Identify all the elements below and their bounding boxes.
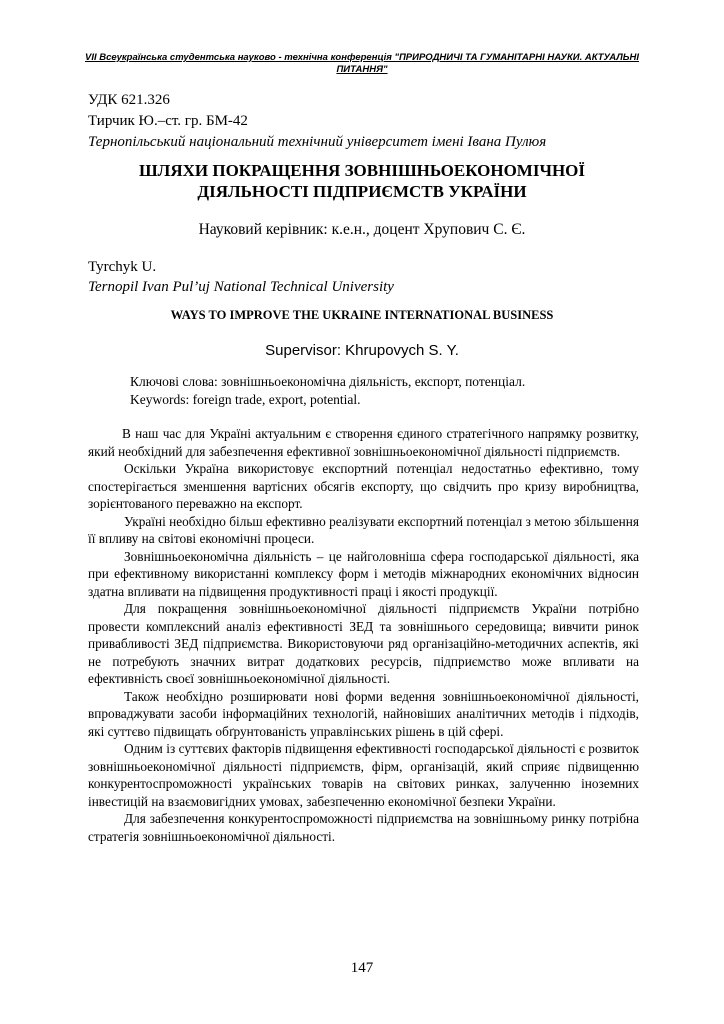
- article-meta-en: [88, 257, 648, 297]
- body-paragraph: Для покращення зовнішньоекономічної діяльності підприємств України потрібно провести комплексний аналіз ефективності ЗЕД та зовнішнього середовища; вивчити ринок привабливості ЗЕД підприємства. Використовуючи ряд організаційно-методичних аспектів, які не потребують значних витрат додаткових ресурсів, підприємство може впливати на ефективність своєї зовнішньоекономічної діяльності.: [88, 601, 639, 686]
- body-paragraph: Одним із суттєвих факторів підвищення ефективності господарської діяльності є розвиток зовнішньоекономічної діяльності підприємств, фірм, організацій, який сприяє підвищенню конкурентоспроможності українських товарів на світових ринках, залученню іноземних інвестицій на взаємовигідних умовах, забезпеченню економічної безпеки України.: [88, 741, 639, 809]
- keywords-en: Keywords: foreign trade, export, potential.: [130, 392, 361, 407]
- body-paragraph: Оскільки Україна використовує експортний потенціал недостатньо ефективно, тому спостерігається зменшення вартісних обсягів експорту, що свідчить про кризу виробництва, зорієнтованого переважно на експорт.: [88, 461, 639, 511]
- article-meta-ua: [88, 90, 648, 153]
- body-paragraph: Для забезпечення конкурентоспроможності підприємства на зовнішньому ринку потрібна стратегія зовнішньоекономічної діяльності.: [88, 811, 639, 844]
- body-paragraph: В наш час для Україні актуальним є створення єдиного стратегічного напрямку розвитку, який необхідний для забезпечення ефективної зовнішньоекономічної діяльності підприємств.: [88, 426, 639, 459]
- body-paragraph: Україні необхідно більш ефективно реалізувати експортний потенціал з метою збільшення її впливу на світові економічні процеси.: [88, 513, 639, 546]
- affiliation-ua: Тернопільський національний технічний університет імені Івана Пулюя: [88, 134, 547, 150]
- supervisor-en: Supervisor: Khrupovych S. Y.: [265, 342, 459, 359]
- keywords-block: [130, 373, 630, 409]
- title-ua-line1: ШЛЯХИ ПОКРАЩЕННЯ ЗОВНІШНЬОЕКОНОМІЧНОЇ: [138, 161, 586, 180]
- article-title-ua: [88, 160, 636, 202]
- keywords-ua: Ключові слова: зовнішньоекономічна діяльність, експорт, потенціал.: [130, 374, 526, 389]
- conference-header: VII Всеукраїнська студентська науково - технічна конференція "ПРИРОДНИЧІ ТА ГУМАНІТАРНІ НАУКИ. АКТУАЛЬНІ ПИТАННЯ": [85, 52, 639, 75]
- body-paragraph: Також необхідно розширювати нові форми ведення зовнішньоекономічної діяльності, впроваджувати засоби інформаційних технологій, найновіших аналітичних методів і підходів, які суттєво підвищать обґрунтованість управлінських рішень в цій сфері.: [88, 688, 639, 739]
- title-ua-line2: ДІЯЛЬНОСТІ ПІДПРИЄМСТВ УКРАЇНИ: [197, 182, 527, 201]
- author-en: Tyrchyk U.: [88, 259, 157, 275]
- article-body: [88, 425, 639, 845]
- supervisor-ua: Науковий керівник: к.е.н., доцент Хрупович С. Є.: [198, 221, 526, 238]
- udk-code: УДК 621.326: [88, 92, 170, 108]
- author-ua: Тирчик Ю.–ст. гр. БМ-42: [88, 113, 248, 129]
- page-number: 147: [350, 960, 374, 976]
- affiliation-en: Ternopil Ivan Pul’uj National Technical University: [88, 279, 394, 295]
- body-paragraph: Зовнішньоекономічна діяльність – це найголовніша сфера господарської діяльності, яка при ефективному використанні комплексу форм і методів міжнародних економічних відносин здатна впливати на підвищення продуктивності праці і якості продукції.: [88, 548, 639, 599]
- article-title-en: WAYS TO IMPROVE THE UKRAINE INTERNATIONAL BUSINESS: [170, 308, 554, 322]
